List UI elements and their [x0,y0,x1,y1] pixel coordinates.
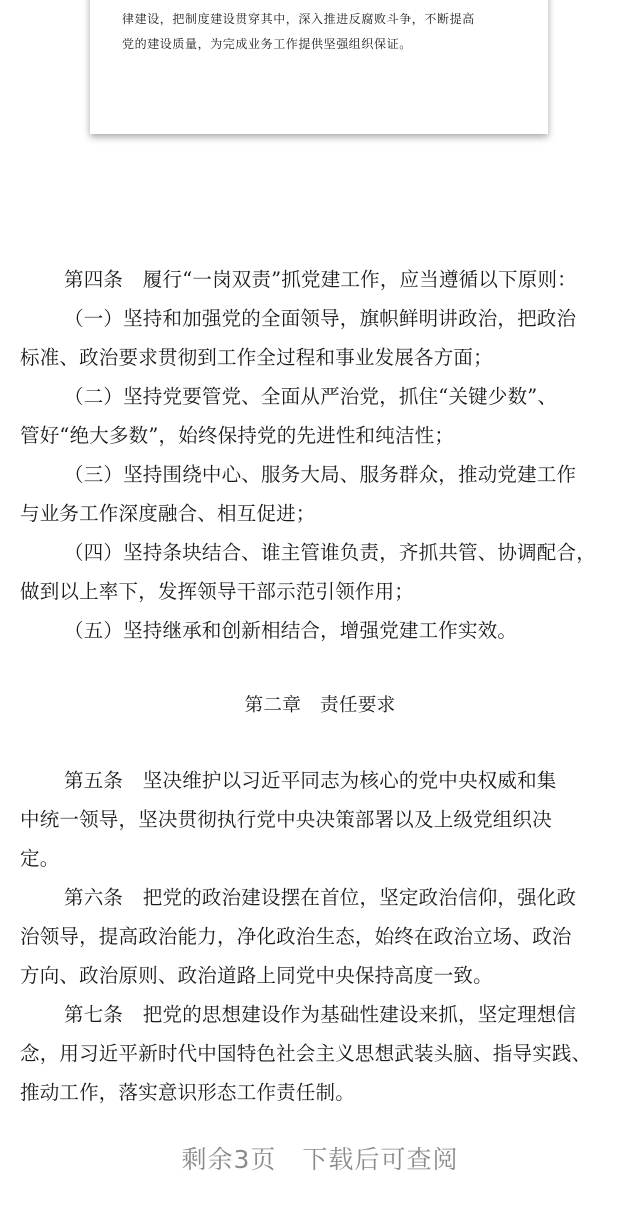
article-4-item-1: （一）坚持和加强党的全面领导，旗帜鲜明讲政治，把政治 [64,307,577,330]
article-4-item-3: （三）坚持围绕中心、服务大局、服务群众，推动党建工作 [64,463,577,486]
article-6-line: 方向、政治原则、政治道路上同党中央保持高度一致。 [20,964,493,987]
article-4-item-4-cont: 做到以上率下，发挥领导干部示范引领作用； [20,580,415,603]
article-7-line: 念，用习近平新时代中国特色社会主义思想武装头脑、指导实践、 [20,1042,592,1065]
article-6-line: 第六条 把党的政治建设摆在首位，坚定政治信仰，强化政 [64,886,577,909]
article-4-item-2-cont: 管好“绝大多数”，始终保持党的先进性和纯洁性； [20,424,455,447]
article-7-line: 推动工作，落实意识形态工作责任制。 [20,1081,355,1104]
article-5-line: 中统一领导，坚决贯彻执行党中央决策部署以及上级党组织决 [20,808,552,831]
quoted-page-card [90,0,548,134]
article-5-line: 定。 [20,847,60,870]
article-4-item-5: （五）坚持继承和创新相结合，增强党建工作实效。 [64,619,518,642]
article-4-heading: 第四条 履行“一岗双责”抓党建工作，应当遵循以下原则： [64,268,577,291]
article-4-item-1-cont: 标准、政治要求贯彻到工作全过程和事业发展各方面； [20,346,493,369]
article-6-line: 治领导，提高政治能力，净化政治生态，始终在政治立场、政治 [20,925,572,948]
article-4-item-4: （四）坚持条块结合、谁主管谁负责，齐抓共管、协调配合， [64,541,596,564]
card-text-line: 党的建设质量，为完成业务工作提供坚强组织保证。 [122,37,412,51]
article-7-line: 第七条 把党的思想建设作为基础性建设来抓，坚定理想信 [64,1003,577,1026]
card-text-line: 律建设，把制度建设贯穿其中，深入推进反腐败斗争，不断提高 [122,12,475,26]
article-5-line: 第五条 坚决维护以习近平同志为核心的党中央权威和集 [64,769,557,792]
chapter-title: 第二章 责任要求 [244,695,396,716]
article-4-item-3-cont: 与业务工作深度融合、相互促进； [20,502,316,525]
article-4-item-2: （二）坚持党要管党、全面从严治党，抓住“关键少数”、 [64,385,558,408]
remaining-pages-notice[interactable]: 剩余3页 下载后可查阅 [181,1145,459,1174]
